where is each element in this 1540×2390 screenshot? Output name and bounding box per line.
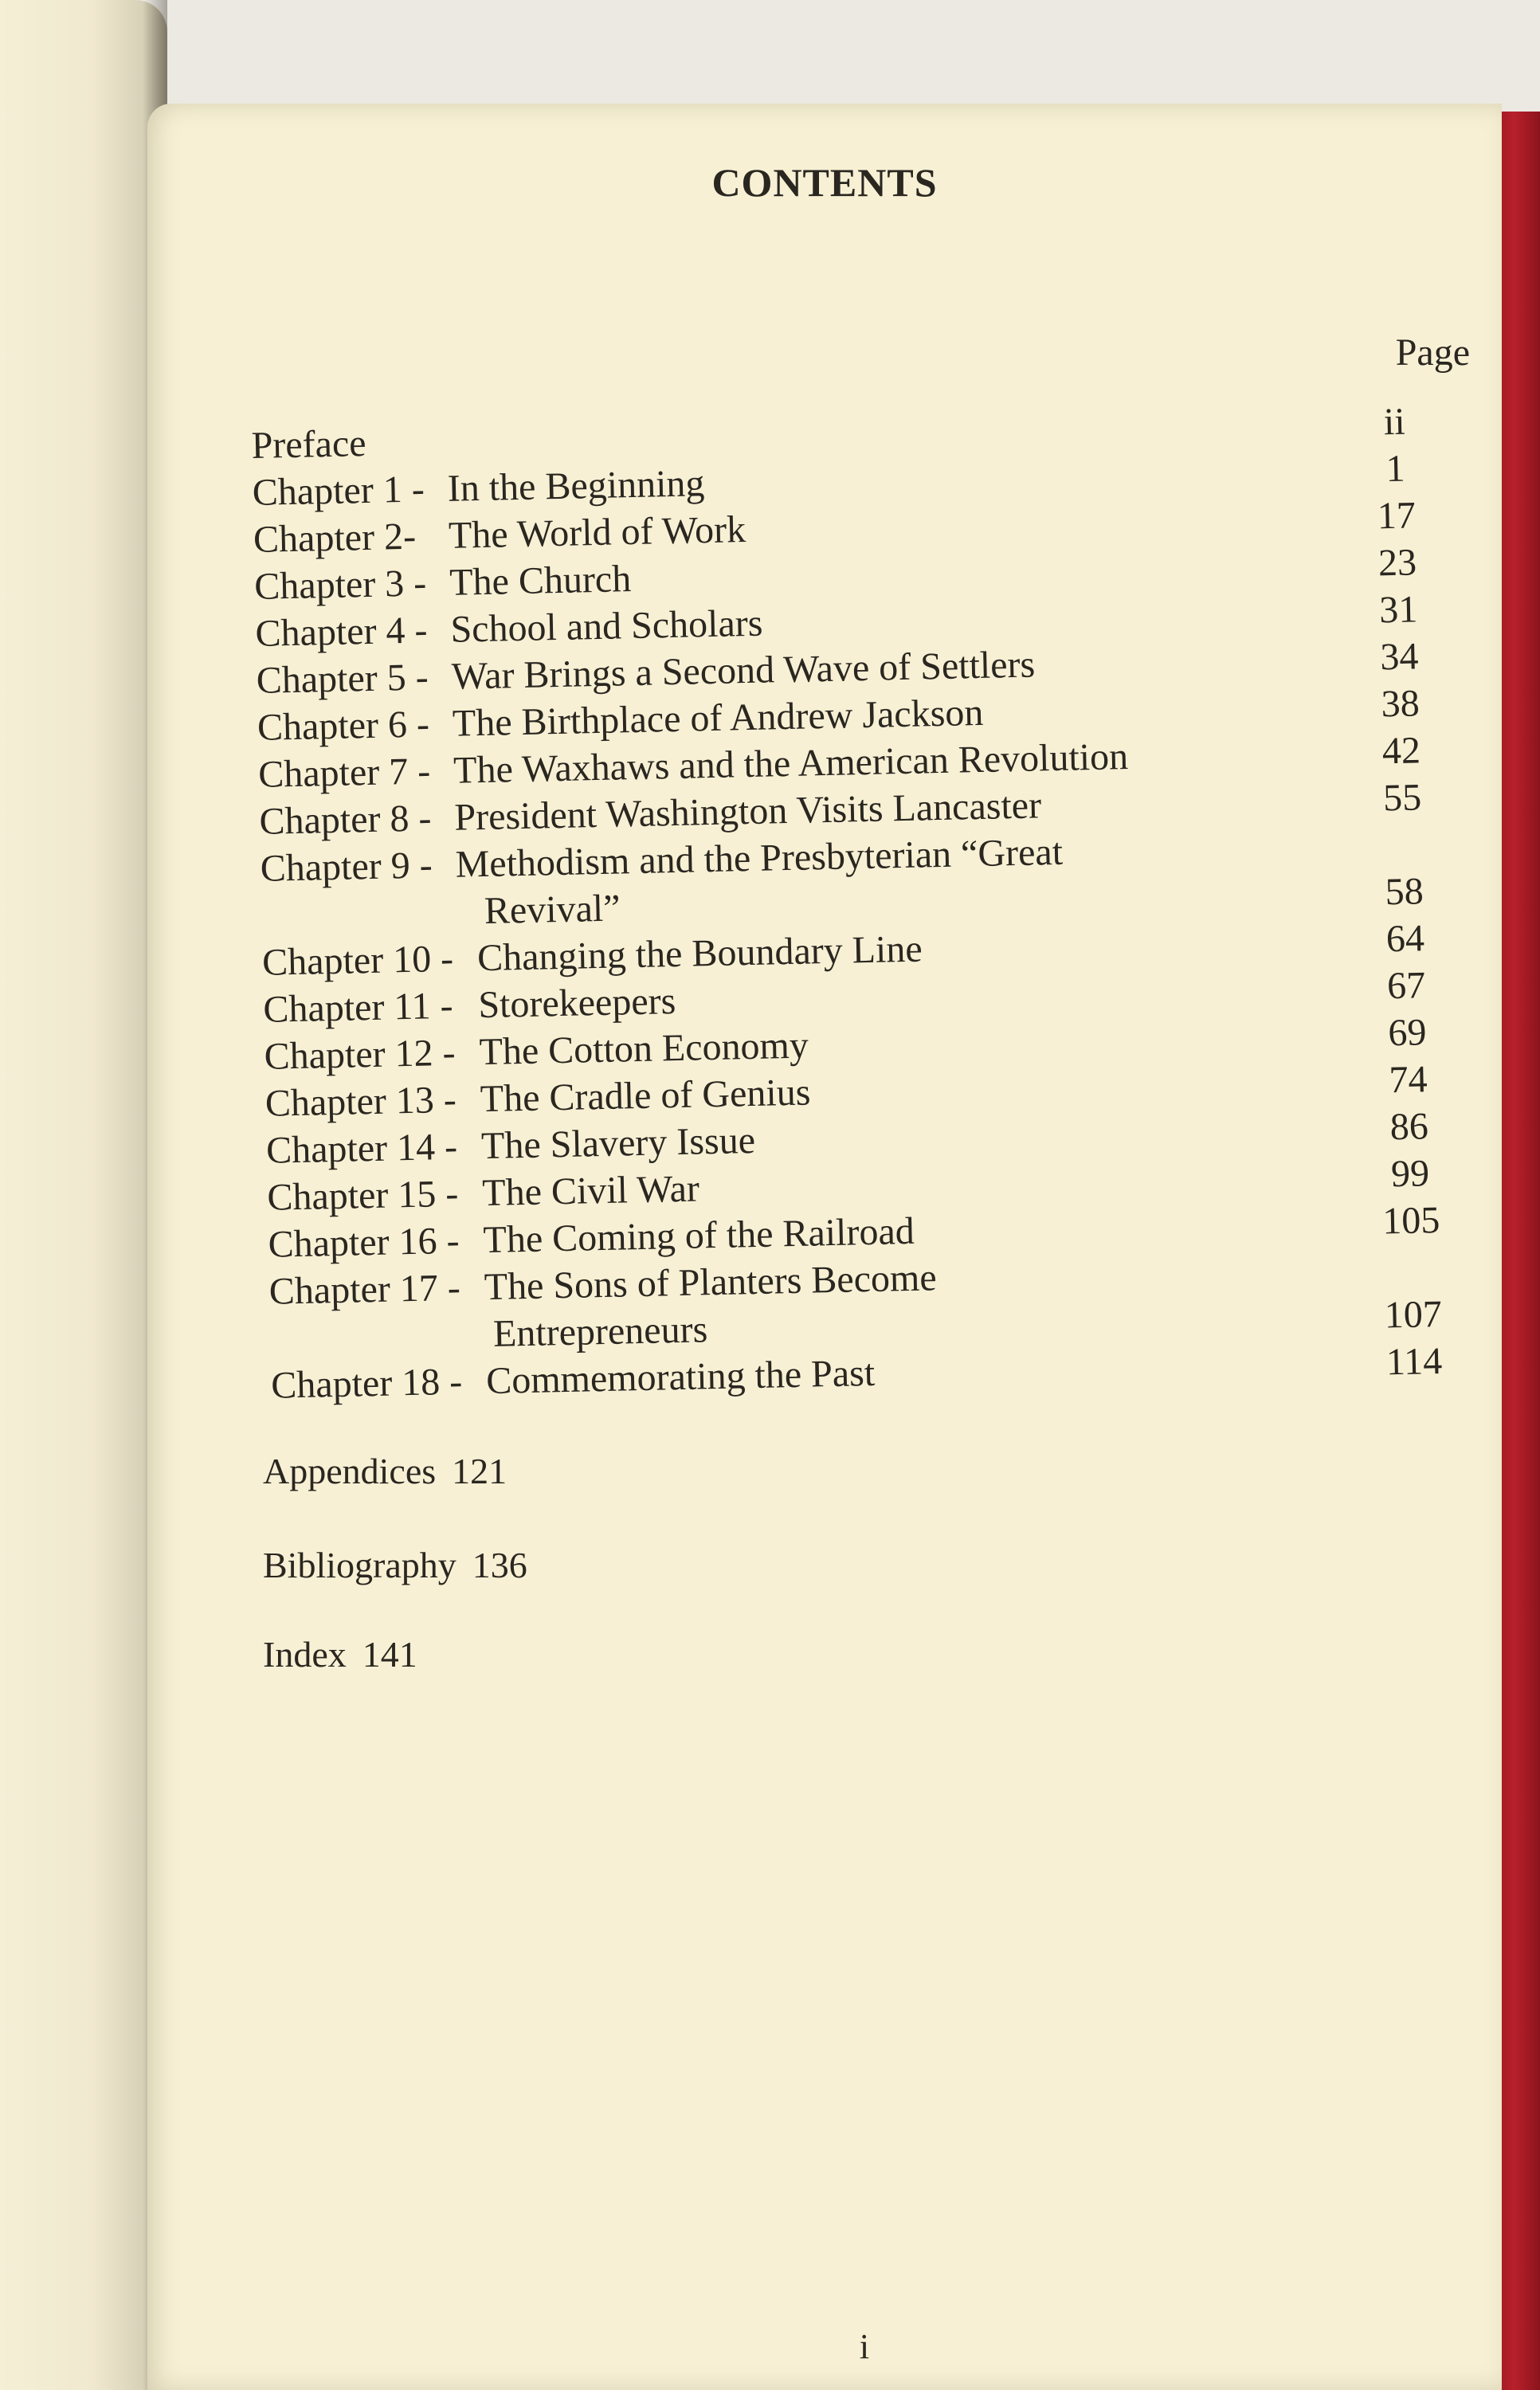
- toc-entry-page: 42: [1381, 729, 1421, 773]
- facing-page-edge: [0, 0, 167, 2390]
- toc-entry-label: Chapter 2-: [253, 515, 417, 561]
- back-matter-label: Appendices: [263, 1451, 437, 1491]
- toc-entry-title: Commemorating the Past: [485, 1351, 876, 1403]
- toc-entry-page: 107: [1384, 1292, 1443, 1337]
- book-cover-edge: [1496, 112, 1540, 2390]
- table-of-contents: [251, 398, 1451, 1409]
- toc-entry-label: Chapter 7 -: [257, 750, 431, 796]
- toc-entry-title: School and Scholars: [449, 601, 763, 651]
- toc-entry-page: ii: [1383, 400, 1406, 444]
- toc-entry-page: 1: [1385, 447, 1406, 491]
- back-matter-page: 141: [362, 1634, 417, 1675]
- toc-entry-page: 74: [1389, 1058, 1428, 1102]
- toc-entry-page: 23: [1377, 541, 1417, 585]
- toc-entry-label: Chapter 6 -: [257, 703, 430, 749]
- toc-entry-label: Chapter 8 -: [258, 797, 432, 843]
- toc-entry-page: 99: [1390, 1152, 1430, 1196]
- toc-entry-page: 55: [1382, 776, 1422, 820]
- toc-entry-label: Preface: [251, 421, 367, 467]
- toc-entry-title: In the Beginning: [447, 462, 705, 510]
- toc-entry-label: Chapter 12 -: [264, 1031, 457, 1078]
- back-matter-label: Bibliography: [263, 1545, 457, 1585]
- page-title: CONTENTS: [711, 160, 938, 205]
- toc-entry-label: Chapter 13 -: [265, 1078, 457, 1125]
- toc-entry-title: Storekeepers: [477, 979, 676, 1027]
- toc-entry-label: Chapter 10 -: [261, 937, 454, 984]
- toc-entry-label: Chapter 9 -: [260, 844, 433, 890]
- contents-page: [147, 104, 1502, 2390]
- back-matter-label: Index: [263, 1634, 347, 1675]
- toc-entry-label: Chapter 14 -: [265, 1125, 458, 1172]
- toc-entry-title-continuation: Revival”: [484, 887, 621, 932]
- back-matter-index: [263, 1633, 417, 1675]
- toc-entry-page: 64: [1385, 917, 1425, 961]
- toc-entry-title: War Brings a Second Wave of Settlers: [451, 643, 1036, 698]
- toc-entry-title: President Washington Visits Lancaster: [453, 784, 1042, 839]
- toc-entry-title: The Civil War: [481, 1167, 700, 1215]
- toc-entry-page: 17: [1377, 494, 1417, 538]
- toc-entry-page: 58: [1385, 870, 1424, 914]
- toc-entry-title: The World of Work: [448, 508, 746, 557]
- back-matter-appendices: [263, 1450, 507, 1492]
- toc-entry-label: Chapter 1 -: [252, 468, 425, 514]
- toc-entry-page: 67: [1386, 964, 1426, 1008]
- toc-entry-title: The Waxhaws and the American Revolution: [453, 735, 1129, 792]
- toc-entry-title: The Birthplace of Andrew Jackson: [452, 691, 984, 745]
- toc-entry-page: 86: [1389, 1105, 1429, 1149]
- toc-entry-title-continuation: Entrepreneurs: [492, 1308, 708, 1355]
- toc-entry-label: Chapter 5 -: [256, 656, 429, 702]
- toc-entry-title: The Coming of the Railroad: [483, 1209, 915, 1262]
- toc-entry-title: Changing the Boundary Line: [476, 927, 923, 980]
- back-matter-page: 121: [452, 1451, 507, 1491]
- toc-entry-page: 34: [1379, 635, 1420, 679]
- toc-entry-title: The Cotton Economy: [479, 1024, 809, 1074]
- toc-entry-title: The Sons of Planters Become: [484, 1256, 938, 1309]
- toc-entry-label: Chapter 3 -: [253, 562, 427, 608]
- toc-entry-title: The Cradle of Genius: [480, 1071, 811, 1121]
- page-column-label: Page: [1395, 331, 1470, 374]
- page-number: i: [859, 2327, 870, 2366]
- toc-entry-label: Chapter 16 -: [268, 1219, 460, 1266]
- back-matter-page: 136: [472, 1545, 527, 1585]
- toc-entry-title: Methodism and the Presbyterian “Great: [455, 830, 1064, 886]
- toc-entry-label: Chapter 15 -: [266, 1172, 459, 1219]
- toc-entry-label: Chapter 11 -: [262, 984, 454, 1031]
- toc-entry-title: The Church: [449, 558, 632, 604]
- toc-entry-page: 69: [1387, 1011, 1427, 1055]
- toc-entry-page: 114: [1385, 1339, 1443, 1384]
- toc-entry-page: 105: [1381, 1198, 1440, 1243]
- toc-entry-title: The Slavery Issue: [480, 1119, 756, 1168]
- toc-entry-label: Chapter 17 -: [268, 1266, 461, 1313]
- toc-entry-label: Chapter 4 -: [255, 609, 429, 655]
- toc-entry-label: Chapter 18 -: [270, 1360, 463, 1407]
- toc-entry-page: 38: [1381, 682, 1420, 726]
- toc-entry-page: 31: [1378, 588, 1418, 632]
- back-matter-bibliography: [263, 1544, 527, 1586]
